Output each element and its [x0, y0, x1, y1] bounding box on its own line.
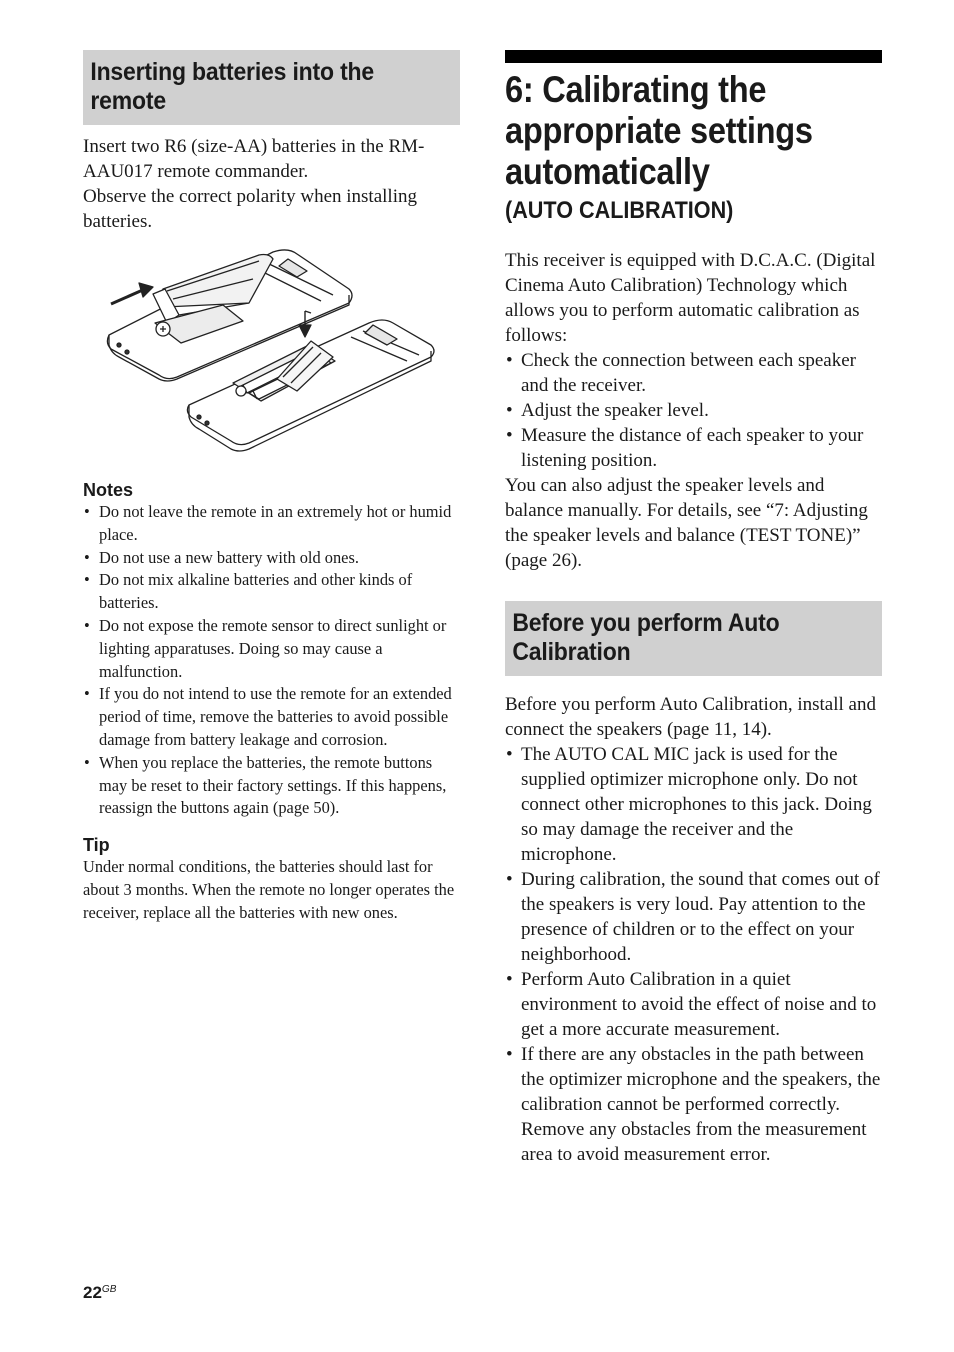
note-item: • When you replace the batteries, the remote buttons may be reset to their factory settings. If this happens, reassign the buttons again (page 50). — [83, 752, 460, 820]
note-item: • Do not mix alkaline batteries and other kinds of batteries. — [83, 569, 460, 615]
tip-text: Under normal conditions, the batteries should last for about 3 months. When the remote no longer operates the receiver, replace all the batteries with new ones. — [83, 857, 455, 922]
caution-item: • If there are any obstacles in the path between the optimizer microphone and the speakers, the calibration cannot be performed correctly. Remove any obstacles from the measurement area to avoid measurement error. — [505, 1042, 882, 1167]
left-column — [83, 50, 460, 925]
polarity-instruction: Observe the correct polarity when installing batteries. — [83, 186, 417, 232]
tip-heading: Tip — [83, 835, 110, 856]
notes-list — [83, 501, 460, 820]
right-column — [505, 50, 882, 1167]
caution-item: • Perform Auto Calibration in a quiet environment to avoid the effect of noise and to get a more accurate measurement. — [505, 967, 882, 1042]
chapter-subtitle: (AUTO CALIBRATION) — [505, 197, 734, 224]
battery-section-heading: Inserting batteries into the remote — [83, 50, 458, 125]
note-item: • If you do not intend to use the remote for an extended period of time, remove the batteries to avoid possible damage from battery leakage and corrosion. — [83, 683, 460, 751]
feature-item: • Measure the distance of each speaker to your listening position. — [505, 423, 882, 473]
page-number — [83, 1283, 116, 1303]
page-region-code: GB — [101, 1284, 117, 1295]
before-calibration-intro: Before you perform Auto Calibration, install and connect the speakers (page 11, 14). — [505, 694, 876, 740]
auto-calibration-intro: This receiver is equipped with D.C.A.C. (Digital Cinema Auto Calibration) Technology which allows you to perform automatic calibration as follows: — [505, 250, 876, 346]
feature-item: • Adjust the speaker level. — [505, 398, 882, 423]
note-item: • Do not leave the remote in an extremely hot or humid place. — [83, 501, 460, 547]
chapter-rule — [505, 50, 882, 63]
battery-instruction: Insert two R6 (size-AA) batteries in the RM-AAU017 remote commander. — [83, 136, 425, 182]
manual-adjustment-note: You can also adjust the speaker levels and balance manually. For details, see “7: Adjusting the speaker levels and balance (TEST TONE)” (page 26). — [505, 475, 868, 571]
feature-item: • Check the connection between each speaker and the receiver. — [505, 348, 882, 398]
page-number-value: 22 — [83, 1283, 102, 1302]
before-calibration-heading-band — [505, 601, 882, 676]
caution-item: • During calibration, the sound that comes out of the speakers is very loud. Pay attention to the presence of children or to the effect on your neighborhood. — [505, 867, 882, 967]
notes-heading: Notes — [83, 480, 134, 500]
before-calibration-heading: Before you perform Auto Calibration — [505, 601, 880, 676]
battery-section-heading-band — [83, 50, 460, 125]
remote-battery-illustration — [83, 249, 460, 459]
note-item: • Do not expose the remote sensor to direct sunlight or lighting apparatuses. Doing so may cause a malfunction. — [83, 615, 460, 683]
caution-item: • The AUTO CAL MIC jack is used for the supplied optimizer microphone only. Do not connect other microphones to this jack. Doing so may damage the receiver and the microphone. — [505, 742, 882, 867]
calibration-features-list — [505, 348, 882, 473]
note-item: • Do not use a new battery with old ones. — [83, 547, 460, 570]
calibration-cautions-list — [505, 742, 882, 1167]
chapter-title: 6: Calibrating the appropriate settings automatically — [505, 69, 813, 192]
